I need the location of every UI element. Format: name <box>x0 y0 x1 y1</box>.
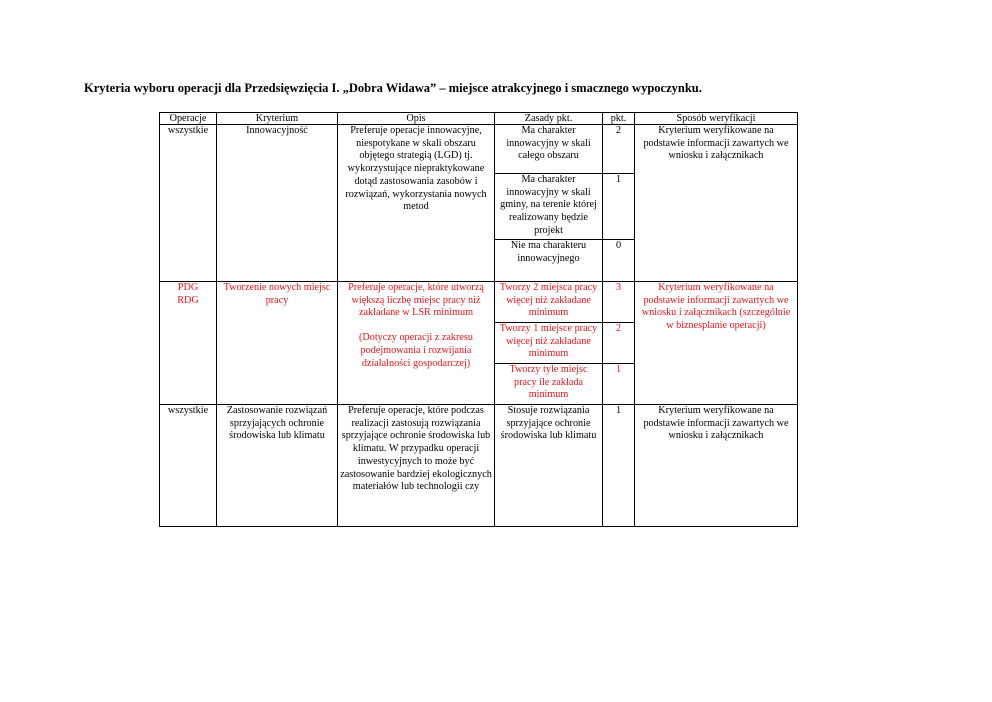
cell-sposob: Kryterium weryfikowane na podstawie informacji zawartych we wniosku i załącznikach <box>635 125 798 282</box>
cell-opis <box>338 282 495 405</box>
cell-zasady: Ma charakter innowacyjny w skali całego obszaru <box>495 125 603 174</box>
cell-pkt: 1 <box>603 174 635 240</box>
opis-note: (Dotyczy operacji z zakresu podejmowania i rozwijania działalności gospodarczej) <box>359 332 473 369</box>
cell-kryterium: Innowacyjność <box>217 125 338 282</box>
header-pkt: pkt. <box>603 113 635 125</box>
cell-pkt: 0 <box>603 240 635 282</box>
cell-sposob: Kryterium weryfikowane na podstawie informacji zawartych we wniosku i załącznikach (szczególnie w biznesplanie operacji) <box>635 282 798 405</box>
criteria-table <box>159 112 798 527</box>
operacje-line: PDG <box>177 282 199 293</box>
cell-operacje: wszystkie <box>160 405 217 527</box>
table-row <box>160 125 798 174</box>
table-row <box>160 282 798 323</box>
cell-opis: Preferuje operacje innowacyjne, niespotykane w skali obszaru objętego strategią (LGD) tj. wykorzystujące niepraktykowane dotąd zastosowania zasobów i rozwiązań, wykorzystania nowych metod <box>338 125 495 282</box>
cell-zasady: Stosuje rozwiązania sprzyjające ochronie środowiska lub klimatu <box>495 405 603 527</box>
header-sposob: Sposób weryfikacji <box>635 113 798 125</box>
cell-zasady: Ma charakter innowacyjny w skali gminy, na terenie której realizowany będzie projekt <box>495 174 603 240</box>
operacje-line: RDG <box>177 294 199 306</box>
header-opis: Opis <box>338 113 495 125</box>
table-row <box>160 405 798 527</box>
cell-sposob: Kryterium weryfikowane na podstawie informacji zawartych we wniosku i załącznikach <box>635 405 798 527</box>
cell-zasady: Nie ma charakteru innowacyjnego <box>495 240 603 282</box>
cell-zasady: Tworzy tyle miejsc pracy ile zakłada minimum <box>495 364 603 405</box>
opis-spacer <box>340 320 492 332</box>
cell-pkt: 2 <box>603 323 635 364</box>
cell-operacje: wszystkie <box>160 125 217 282</box>
header-zasady: Zasady pkt. <box>495 113 603 125</box>
cell-kryterium: Zastosowanie rozwiązań sprzyjających ochronie środowiska lub klimatu <box>217 405 338 527</box>
header-kryterium: Kryterium <box>217 113 338 125</box>
cell-zasady: Tworzy 2 miejsca pracy więcej niż zakładane minimum <box>495 282 603 323</box>
cell-kryterium: Tworzenie nowych miejsc pracy <box>217 282 338 405</box>
header-operacje: Operacje <box>160 113 217 125</box>
cell-pkt: 3 <box>603 282 635 323</box>
cell-zasady: Tworzy 1 miejsce pracy więcej niż zakładane minimum <box>495 323 603 364</box>
document-title: Kryteria wyboru operacji dla Przedsięwzięcia I. „Dobra Widawa” – miejsce atrakcyjnego i smacznego wypoczynku. <box>84 81 702 95</box>
opis-text: Preferuje operacje, które utworzą większą liczbę miejsc pracy niż zakładane w LSR minimum <box>348 282 484 319</box>
cell-opis: Preferuje operacje, które podczas realizacji zastosują rozwiązania sprzyjające ochronie środowiska lub klimatu. W przypadku operacji inwestycyjnych to może być zastosowanie bardziej ekologicznych materiałów lub technologii czy <box>338 405 495 527</box>
cell-pkt: 2 <box>603 125 635 174</box>
cell-pkt: 1 <box>603 405 635 527</box>
cell-pkt: 1 <box>603 364 635 405</box>
table-header-row <box>160 113 798 125</box>
cell-operacje <box>160 282 217 405</box>
